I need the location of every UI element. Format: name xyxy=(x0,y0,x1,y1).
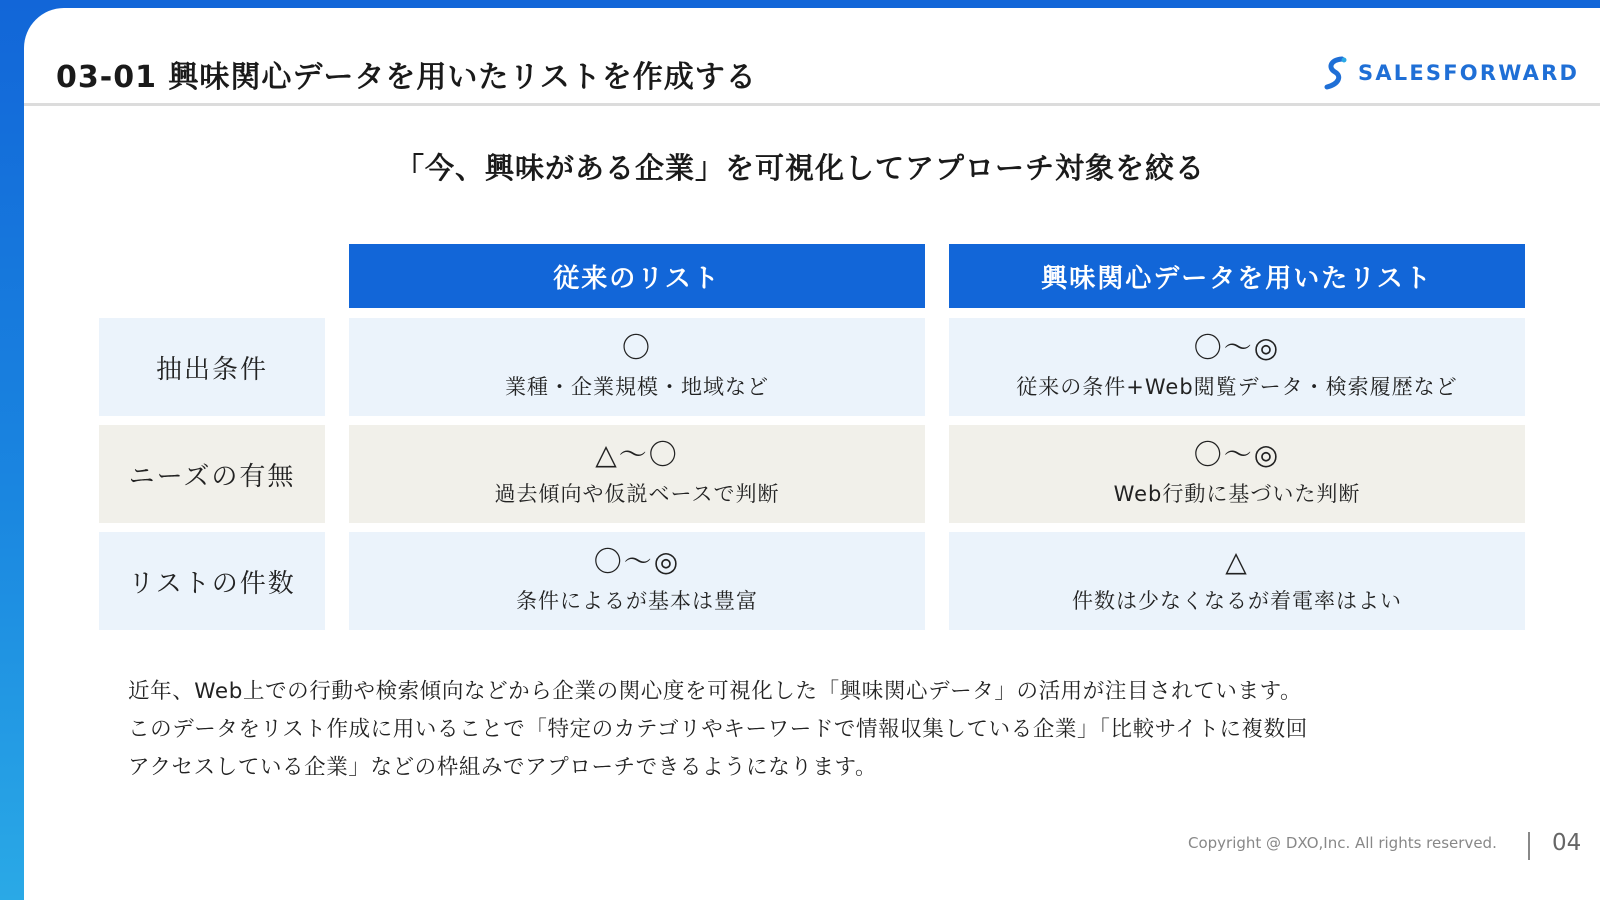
rating-mark: △～〇 xyxy=(595,438,679,471)
slide-subtitle: 「今、興味がある企業」を可視化してアプローチ対象を絞る xyxy=(394,151,1205,185)
body-line: 近年、Web上での行動や検索傾向などから企業の関心度を可視化した「興味関心データ」の活用が注目されています。 xyxy=(128,679,1303,704)
row-label-text: ニーズの有無 xyxy=(128,461,296,492)
cell-detail: 従来の条件+Web閲覧データ・検索履歴など xyxy=(1016,375,1458,399)
table-cell xyxy=(949,425,1525,523)
row-label-extraction xyxy=(99,318,325,416)
table-cell xyxy=(949,532,1525,630)
row-label-count xyxy=(99,532,325,630)
row-label-needs xyxy=(99,425,325,523)
rating-mark: 〇～◎ xyxy=(1193,438,1281,471)
logo-text: SALESFORWARD xyxy=(1358,61,1580,85)
body-paragraph xyxy=(128,673,1528,787)
header-divider xyxy=(24,103,1600,106)
footer-divider xyxy=(1528,832,1530,860)
cell-detail: 件数は少なくなるが着電率はよい xyxy=(1072,589,1402,613)
table-cell xyxy=(949,318,1525,416)
page-title: 03-01 興味関心データを用いたリストを作成する xyxy=(56,60,757,95)
rating-mark: 〇～◎ xyxy=(1193,331,1281,364)
cell-detail: 条件によるが基本は豊富 xyxy=(516,589,758,613)
body-line: このデータをリスト作成に用いることで「特定のカテゴリやキーワードで情報収集している企業」「比較サイトに複数回 xyxy=(128,717,1308,742)
rating-mark: 〇～◎ xyxy=(593,545,681,578)
row-label-text: リストの件数 xyxy=(128,568,296,599)
cell-detail: 業種・企業規模・地域など xyxy=(505,375,769,399)
rating-mark: 〇 xyxy=(621,331,652,364)
column-header-interest-data: 興味関心データを用いたリスト xyxy=(949,244,1525,308)
cell-detail: Web行動に基づいた判断 xyxy=(1113,482,1361,506)
body-line: アクセスしている企業」などの枠組みでアプローチできるようになります。 xyxy=(128,755,878,780)
salesforward-logo xyxy=(1322,56,1579,90)
row-label-text: 抽出条件 xyxy=(155,354,268,385)
salesforward-logo-icon xyxy=(1322,56,1348,90)
cell-detail: 過去傾向や仮説ベースで判断 xyxy=(494,482,780,506)
copyright-text: Copyright @ DXO,Inc. All rights reserved. xyxy=(1188,834,1497,852)
table-cell xyxy=(349,425,925,523)
table-cell xyxy=(349,318,925,416)
page-number: 04 xyxy=(1552,830,1582,856)
column-header-conventional: 従来のリスト xyxy=(349,244,925,308)
table-cell xyxy=(349,532,925,630)
rating-mark: △ xyxy=(1225,545,1249,578)
